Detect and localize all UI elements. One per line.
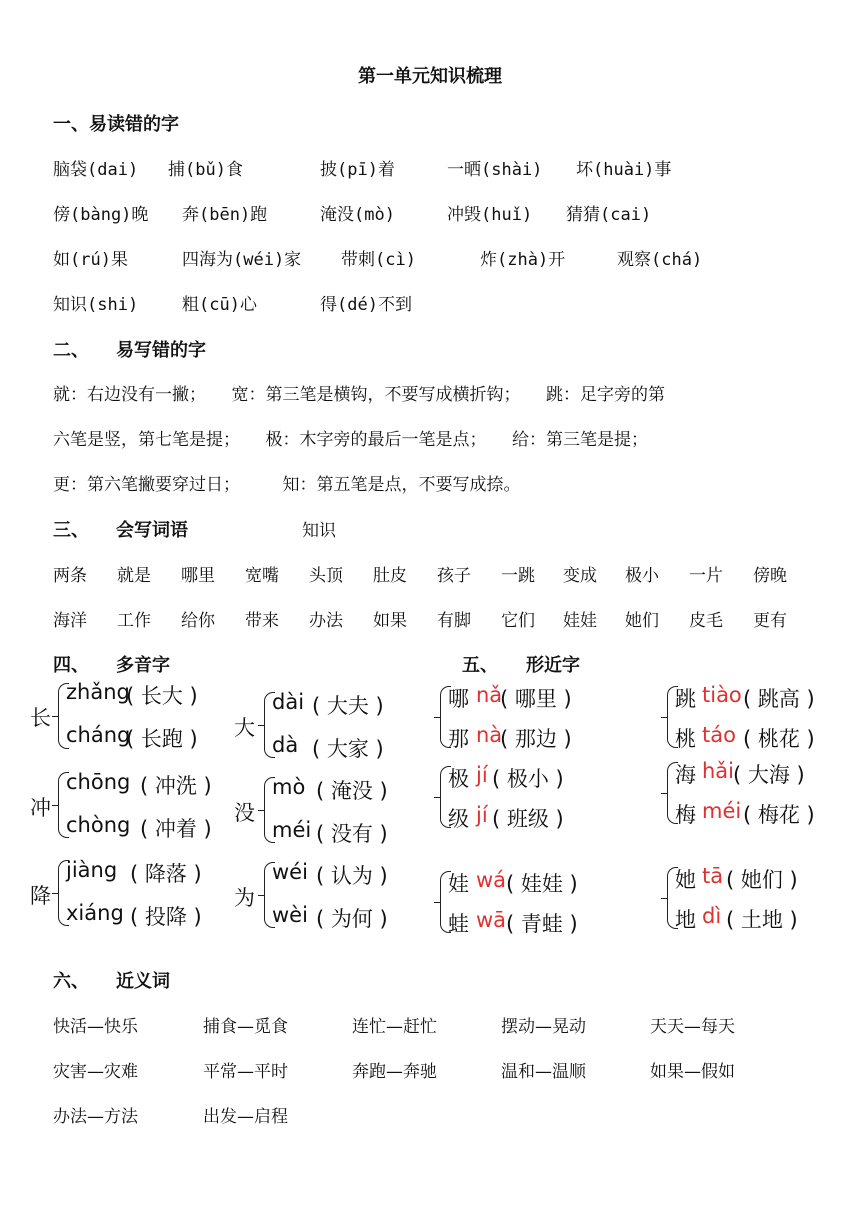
pinyin: jí bbox=[476, 763, 488, 787]
example-word: ( 为何 ) bbox=[316, 907, 388, 931]
pinyin: wā bbox=[476, 908, 507, 932]
polyphonic-char: 大 bbox=[234, 716, 255, 740]
example-word: ( 娃娃 ) bbox=[506, 872, 578, 896]
pinyin: wéi bbox=[272, 860, 308, 884]
easy-misread-item: 得(dé)不到 bbox=[320, 295, 412, 315]
easy-misread-item: 淹没(mò) bbox=[320, 205, 395, 225]
writing-note-line: 更：第六笔撇要穿过日； 知：第五笔是点，不要写成捺。 bbox=[53, 475, 521, 495]
easy-misread-item: 脑袋(dai) bbox=[53, 160, 139, 180]
easy-misread-item: 带刺(cì) bbox=[341, 250, 416, 270]
vocab-word: 极小 bbox=[625, 566, 659, 586]
pinyin: wá bbox=[476, 868, 507, 892]
vocab-word: 它们 bbox=[501, 611, 535, 631]
pinyin: jí bbox=[476, 803, 488, 827]
easy-misread-item: 傍(bàng)晚 bbox=[53, 205, 149, 225]
example-word: ( 班级 ) bbox=[492, 807, 564, 831]
example-word: ( 桃花 ) bbox=[743, 727, 815, 751]
example-word: ( 梅花 ) bbox=[743, 803, 815, 827]
example-word: ( 青蛙 ) bbox=[506, 912, 578, 936]
example-word: ( 降落 ) bbox=[130, 862, 202, 886]
pinyin: tā bbox=[702, 864, 724, 888]
example-word: ( 大夫 ) bbox=[312, 694, 384, 718]
vocab-word: 两条 bbox=[53, 566, 87, 586]
easy-misread-item: 一晒(shài) bbox=[447, 160, 543, 180]
synonym-pair: 摆动—晃动 bbox=[501, 1017, 586, 1037]
similar-char: 海 bbox=[675, 763, 696, 787]
example-word: ( 土地 ) bbox=[726, 908, 798, 932]
easy-misread-item: 如(rú)果 bbox=[53, 250, 128, 270]
example-word: ( 大家 ) bbox=[312, 737, 384, 761]
vocab-word: 办法 bbox=[309, 611, 343, 631]
vocab-word: 如果 bbox=[373, 611, 407, 631]
easy-misread-item: 披(pī)着 bbox=[320, 160, 395, 180]
polyphonic-char: 降 bbox=[30, 884, 51, 908]
similar-char: 地 bbox=[675, 908, 696, 932]
section-5-title: 形近字 bbox=[526, 655, 580, 676]
page-title: 第一单元知识梳理 bbox=[358, 66, 502, 87]
synonym-pair: 快活—快乐 bbox=[53, 1017, 138, 1037]
vocab-word: 就是 bbox=[117, 566, 151, 586]
example-word: ( 冲洗 ) bbox=[140, 774, 212, 798]
pinyin: tiào bbox=[702, 683, 742, 707]
synonym-pair: 如果—假如 bbox=[650, 1062, 735, 1082]
synonym-pair: 连忙—赶忙 bbox=[352, 1017, 437, 1037]
section-3-heading: 三、 bbox=[53, 520, 89, 541]
synonym-pair: 办法—方法 bbox=[53, 1107, 138, 1127]
example-word: ( 哪里 ) bbox=[500, 687, 572, 711]
pinyin: dì bbox=[702, 904, 722, 928]
easy-misread-item: 冲毁(huǐ) bbox=[447, 205, 533, 225]
synonym-pair: 平常—平时 bbox=[203, 1062, 288, 1082]
vocab-word: 孩子 bbox=[437, 566, 471, 586]
writing-note-line: 六笔是竖，第七笔是提； 极：木字旁的最后一笔是点； 给：第三笔是提； bbox=[53, 430, 648, 450]
vocab-word: 娃娃 bbox=[563, 611, 597, 631]
example-word: ( 认为 ) bbox=[316, 864, 388, 888]
example-word: ( 长跑 ) bbox=[126, 727, 198, 751]
example-word: ( 她们 ) bbox=[726, 868, 798, 892]
example-word: ( 投降 ) bbox=[130, 905, 202, 929]
pinyin: méi bbox=[702, 799, 742, 823]
pinyin: táo bbox=[702, 723, 736, 747]
synonym-pair: 灾害—灾难 bbox=[53, 1062, 138, 1082]
vocab-word: 傍晚 bbox=[753, 566, 787, 586]
vocab-word: 更有 bbox=[753, 611, 787, 631]
section-2-title: 易写错的字 bbox=[116, 340, 206, 361]
vocab-word: 肚皮 bbox=[373, 566, 407, 586]
section-4-title: 多音字 bbox=[116, 655, 170, 676]
easy-misread-item: 捕(bǔ)食 bbox=[168, 160, 243, 180]
similar-char: 哪 bbox=[448, 687, 469, 711]
vocab-word: 一片 bbox=[689, 566, 723, 586]
writing-note-line: 就：右边没有一撇； 宽：第三笔是横钩，不要写成横折钩； 跳：足字旁的第 bbox=[53, 385, 665, 405]
easy-misread-item: 知识(shi) bbox=[53, 295, 139, 315]
easy-misread-item: 观察(chá) bbox=[617, 250, 703, 270]
pinyin: chòng bbox=[66, 813, 131, 837]
example-word: ( 那边 ) bbox=[500, 727, 572, 751]
vocab-word: 海洋 bbox=[53, 611, 87, 631]
similar-char: 那 bbox=[448, 727, 469, 751]
section-2-heading: 二、 bbox=[53, 340, 89, 361]
example-word: ( 没有 ) bbox=[316, 822, 388, 846]
easy-misread-item: 粗(cū)心 bbox=[182, 295, 257, 315]
similar-char: 蛙 bbox=[448, 912, 469, 936]
easy-misread-item: 奔(bēn)跑 bbox=[182, 205, 268, 225]
polyphonic-char: 冲 bbox=[30, 796, 51, 820]
vocab-word: 变成 bbox=[563, 566, 597, 586]
vocab-word: 宽嘴 bbox=[245, 566, 279, 586]
synonym-pair: 捕食—觅食 bbox=[203, 1017, 288, 1037]
example-word: ( 大海 ) bbox=[733, 763, 805, 787]
pinyin: dà bbox=[272, 733, 299, 757]
section-6-title: 近义词 bbox=[116, 971, 170, 992]
section-3-title: 会写词语 bbox=[116, 520, 188, 541]
similar-char: 跳 bbox=[675, 687, 696, 711]
similar-char: 她 bbox=[675, 868, 696, 892]
pinyin: zhǎng bbox=[66, 680, 130, 704]
vocab-word: 给你 bbox=[181, 611, 215, 631]
polyphonic-char: 长 bbox=[30, 706, 51, 730]
section-4-heading: 四、 bbox=[53, 655, 89, 676]
vocab-word: 工作 bbox=[117, 611, 151, 631]
pinyin: chōng bbox=[66, 770, 131, 794]
section-6-heading: 六、 bbox=[53, 971, 89, 992]
vocab-word: 头顶 bbox=[309, 566, 343, 586]
polyphonic-char: 为 bbox=[234, 886, 255, 910]
similar-char: 娃 bbox=[448, 872, 469, 896]
example-word: ( 冲着 ) bbox=[140, 817, 212, 841]
example-word: ( 长大 ) bbox=[126, 684, 198, 708]
pinyin: nǎ bbox=[476, 683, 503, 707]
section-1-heading: 一、易读错的字 bbox=[53, 114, 179, 135]
synonym-pair: 天天—每天 bbox=[650, 1017, 735, 1037]
synonym-pair: 出发—启程 bbox=[203, 1107, 288, 1127]
easy-misread-item: 猜猜(cai) bbox=[566, 205, 652, 225]
vocab-word: 她们 bbox=[625, 611, 659, 631]
synonym-pair: 奔跑—奔驰 bbox=[352, 1062, 437, 1082]
pinyin: cháng bbox=[66, 723, 131, 747]
polyphonic-char: 没 bbox=[234, 801, 255, 825]
pinyin: méi bbox=[272, 818, 312, 842]
pinyin: mò bbox=[272, 775, 306, 799]
pinyin: dài bbox=[272, 690, 305, 714]
synonym-pair: 温和—温顺 bbox=[501, 1062, 586, 1082]
pinyin: xiáng bbox=[66, 901, 124, 925]
similar-char: 极 bbox=[448, 767, 469, 791]
example-word: ( 淹没 ) bbox=[316, 779, 388, 803]
vocab-word: 一跳 bbox=[501, 566, 535, 586]
example-word: ( 跳高 ) bbox=[743, 687, 815, 711]
vocab-word: 带来 bbox=[245, 611, 279, 631]
example-word: ( 极小 ) bbox=[492, 767, 564, 791]
easy-misread-item: 炸(zhà)开 bbox=[480, 250, 566, 270]
pinyin: hǎi bbox=[702, 759, 735, 783]
vocab-word: 皮毛 bbox=[689, 611, 723, 631]
section-5-heading: 五、 bbox=[462, 655, 498, 676]
similar-char: 级 bbox=[448, 807, 469, 831]
easy-misread-item: 四海为(wéi)家 bbox=[182, 250, 302, 270]
vocab-word: 哪里 bbox=[181, 566, 215, 586]
easy-misread-item: 坏(huài)事 bbox=[576, 160, 672, 180]
pinyin: jiàng bbox=[66, 858, 118, 882]
similar-char: 梅 bbox=[675, 803, 696, 827]
pinyin: wèi bbox=[272, 903, 308, 927]
section-3-extra-word: 知识 bbox=[302, 521, 336, 541]
pinyin: nà bbox=[476, 723, 503, 747]
vocab-word: 有脚 bbox=[437, 611, 471, 631]
similar-char: 桃 bbox=[675, 727, 696, 751]
